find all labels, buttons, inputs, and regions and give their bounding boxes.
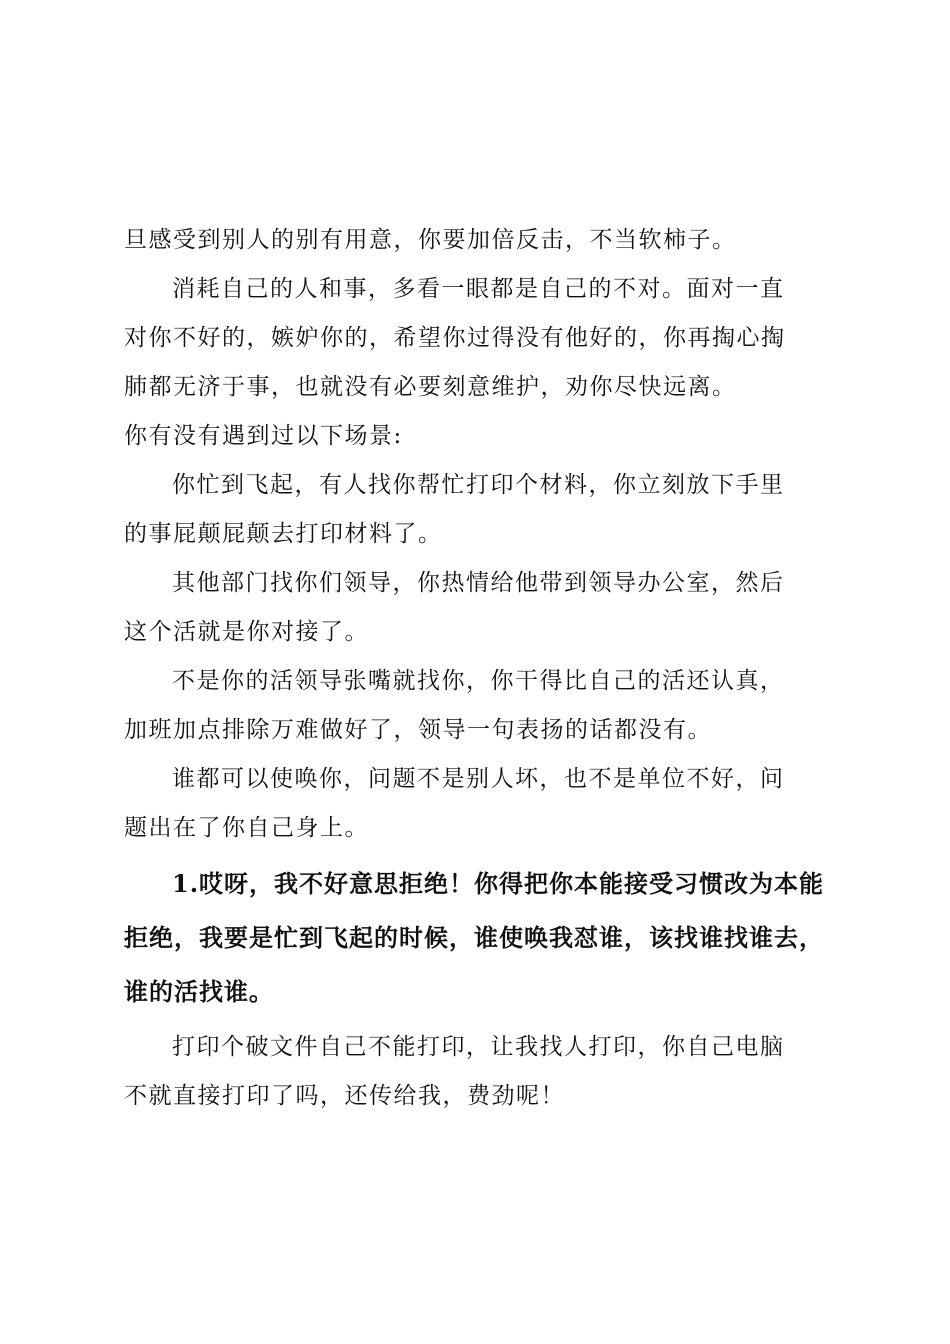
text-line: 的事屁颠屁颠去打印材料了。 <box>124 521 443 547</box>
paragraph-scenario-print <box>124 461 836 559</box>
paragraph-problem <box>124 755 836 853</box>
paragraph-scenario-department <box>124 559 836 657</box>
text-line: 对你不好的，嫉妒你的，希望你过得没有他好的，你再掏心掏 <box>124 325 786 351</box>
paragraph-print-example <box>124 1023 836 1121</box>
paragraph-continuation <box>124 216 836 265</box>
text-line: 这个活就是你对接了。 <box>124 619 369 645</box>
text-line: 打印个破文件自己不能打印，让我找人打印，你自己电脑 <box>172 1034 785 1060</box>
text-line: 其他部门找你们领导，你热情给他带到领导办公室，然后 <box>172 570 785 596</box>
text-line: 谁都可以使唤你，问题不是别人坏，也不是单位不好，问 <box>172 766 785 792</box>
paragraph-heading-refuse <box>124 857 836 1019</box>
document-body <box>124 216 836 1121</box>
text-line: 不是你的活领导张嘴就找你，你干得比自己的活还认真， <box>172 668 785 694</box>
text-line: 加班加点排除万难做好了，领导一句表扬的话都没有。 <box>124 717 712 743</box>
paragraph-scenarios-intro <box>124 412 836 461</box>
text-line: 旦感受到别人的别有用意，你要加倍反击，不当软柿子。 <box>124 227 737 253</box>
text-line: 你忙到飞起，有人找你帮忙打印个材料，你立刻放下手里 <box>172 472 785 498</box>
text-line: 肺都无济于事，也就没有必要刻意维护，劝你尽快远离。 <box>124 374 737 400</box>
paragraph-scenario-leader <box>124 657 836 755</box>
text-line: 拒绝，我要是忙到飞起的时候，谁使唤我怼谁，该找谁找谁去， <box>124 923 824 952</box>
text-line: 不就直接打印了吗，还传给我，费劲呢！ <box>124 1083 565 1109</box>
paragraph-draining-people <box>124 265 836 412</box>
text-line: 1.哎呀，我不好意思拒绝！你得把你本能接受习惯改为本能 <box>172 869 825 898</box>
text-line: 题出在了你自己身上。 <box>124 815 369 841</box>
text-line: 谁的活找谁。 <box>124 977 274 1006</box>
text-line: 你有没有遇到过以下场景: <box>124 423 403 449</box>
text-line: 消耗自己的人和事，多看一眼都是自己的不对。面对一直 <box>172 276 785 302</box>
